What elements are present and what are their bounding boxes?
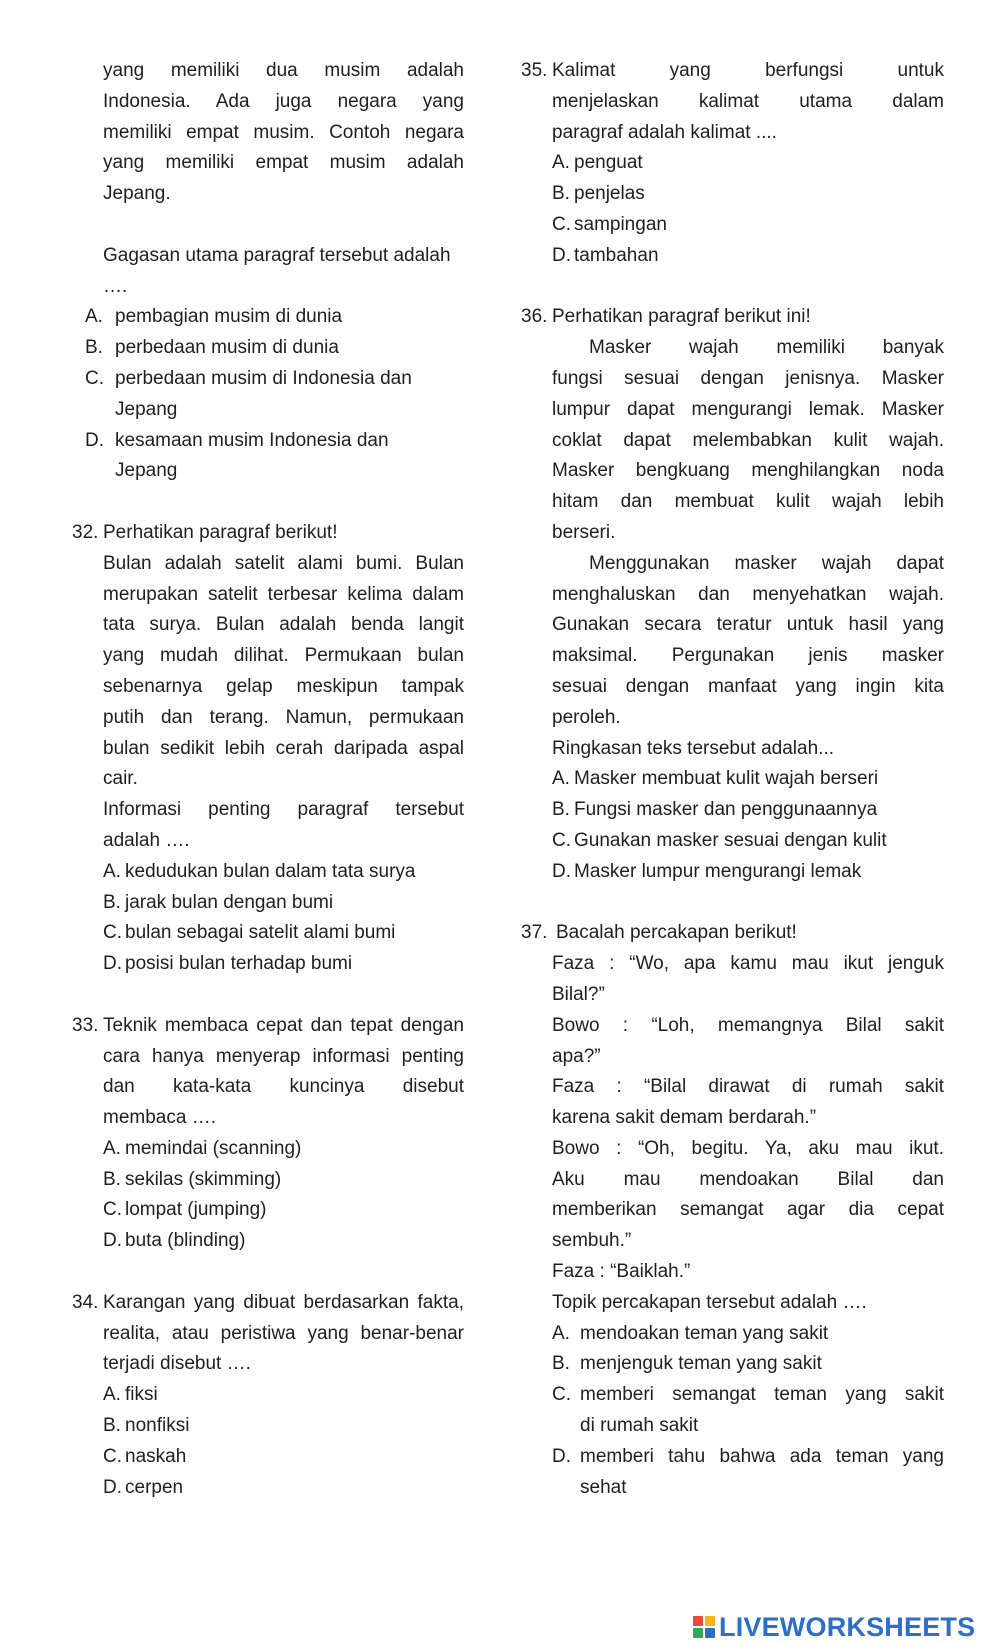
stem-line: Gagasan utama paragraf tersebut adalah bbox=[103, 244, 451, 266]
dialogue-bowo-2 bbox=[552, 1134, 944, 1257]
liveworksheets-logo-icon bbox=[693, 1616, 715, 1638]
option-c[interactable] bbox=[103, 918, 464, 949]
option-b[interactable] bbox=[552, 795, 944, 826]
question-line: adalah …. bbox=[103, 829, 190, 851]
option-letter: C. bbox=[103, 1445, 122, 1467]
brand-name: LIVEWORKSHEETS bbox=[719, 1611, 976, 1642]
option-letter: C. bbox=[103, 922, 122, 944]
option-text: memberi tahu bahwa ada teman yang bbox=[580, 1445, 944, 1467]
passage-line: yang memiliki dua musim adalah bbox=[103, 60, 464, 81]
option-text: memberi semangat teman yang sakit bbox=[580, 1384, 944, 1406]
dialogue-line: Faza : “Wo, apa kamu mau ikut jenguk bbox=[552, 953, 944, 975]
question-line: Informasi penting paragraf tersebut bbox=[103, 799, 464, 821]
passage-line: sesuai dengan manfaat yang ingin kita bbox=[552, 675, 944, 697]
dialogue-line: sembuh.” bbox=[552, 1230, 632, 1252]
option-text: mendoakan teman yang sakit bbox=[580, 1322, 829, 1344]
dialogue-line: Aku mau mendoakan Bilal dan bbox=[552, 1168, 944, 1190]
dialogue-faza-3 bbox=[552, 1257, 944, 1288]
left-column bbox=[72, 56, 464, 1503]
dialogue-line: apa?” bbox=[552, 1045, 601, 1067]
option-text: buta (blinding) bbox=[125, 1230, 246, 1252]
passage-line: tata surya. Bulan adalah benda langit bbox=[103, 614, 464, 636]
option-letter: C. bbox=[552, 1384, 571, 1406]
passage-line: yang memiliki empat musim adalah bbox=[103, 152, 464, 174]
passage-line: bulan sedikit lebih cerah daripada aspal bbox=[103, 737, 464, 759]
option-c[interactable] bbox=[103, 1442, 464, 1473]
option-text: sekilas (skimming) bbox=[125, 1168, 282, 1190]
option-c[interactable] bbox=[552, 210, 944, 241]
dialogue-line: Faza : “Baiklah.” bbox=[552, 1261, 691, 1283]
passage-line: Menggunakan masker wajah dapat bbox=[589, 552, 944, 574]
option-a[interactable] bbox=[103, 1380, 464, 1411]
option-letter: A. bbox=[85, 306, 103, 328]
option-letter: B. bbox=[552, 183, 570, 205]
option-a[interactable] bbox=[85, 302, 464, 333]
passage-line: yang mudah dilihat. Permukaan bulan bbox=[103, 645, 464, 667]
option-letter: D. bbox=[85, 429, 104, 451]
right-column bbox=[521, 56, 944, 1503]
option-d[interactable] bbox=[85, 426, 464, 488]
passage-line: merupakan satelit terbesar kelima dalam bbox=[103, 583, 464, 605]
stem-line: …. bbox=[103, 275, 128, 297]
passage-line: Jepang. bbox=[103, 183, 171, 205]
option-letter: A. bbox=[103, 860, 121, 882]
option-text: nonfiksi bbox=[125, 1415, 190, 1437]
logo-square-blue bbox=[705, 1628, 715, 1638]
option-letter: D. bbox=[552, 860, 571, 882]
stem-line: paragraf adalah kalimat .... bbox=[552, 121, 777, 143]
option-text: fiksi bbox=[125, 1384, 158, 1406]
option-letter: B. bbox=[103, 1168, 121, 1190]
option-b[interactable] bbox=[103, 1411, 464, 1442]
question-title: Perhatikan paragraf berikut ini! bbox=[552, 306, 811, 328]
option-text: kesamaan musim Indonesia dan bbox=[115, 429, 389, 451]
option-b[interactable] bbox=[552, 179, 944, 210]
passage-line: hitam dan membuat kulit wajah lebih bbox=[552, 491, 944, 513]
passage-line: cair. bbox=[103, 768, 138, 790]
stem-line: cara hanya menyerap informasi penting bbox=[103, 1045, 464, 1067]
dialogue-line: Faza : “Bilal dirawat di rumah sakit bbox=[552, 1076, 944, 1098]
option-letter: C. bbox=[552, 213, 571, 235]
option-text: tambahan bbox=[574, 244, 659, 266]
option-text: pembagian musim di dunia bbox=[115, 306, 343, 328]
option-c[interactable] bbox=[103, 1195, 464, 1226]
question-37 bbox=[521, 918, 944, 1503]
option-letter: C. bbox=[103, 1199, 122, 1221]
option-d[interactable] bbox=[103, 1226, 464, 1257]
passage-line: berseri. bbox=[552, 521, 616, 543]
option-letter: D. bbox=[552, 1445, 571, 1467]
question-34 bbox=[72, 1288, 464, 1504]
question-number: 34. bbox=[72, 1291, 99, 1313]
option-text: posisi bulan terhadap bumi bbox=[125, 953, 353, 975]
option-text: Masker lumpur mengurangi lemak bbox=[574, 860, 862, 882]
question-32 bbox=[72, 518, 464, 980]
option-text: penguat bbox=[574, 152, 643, 174]
option-text: bulan sebagai satelit alami bumi bbox=[125, 922, 396, 944]
option-letter: D. bbox=[552, 244, 571, 266]
option-text: sampingan bbox=[574, 213, 667, 235]
option-letter: A. bbox=[552, 768, 570, 790]
dialogue-line: Bowo : “Loh, memangnya Bilal sakit bbox=[552, 1014, 944, 1036]
option-b[interactable] bbox=[552, 1349, 944, 1380]
option-letter: D. bbox=[103, 953, 122, 975]
q31-passage-continued bbox=[72, 56, 464, 210]
stem-line: Teknik membaca cepat dan tepat dengan bbox=[103, 1014, 464, 1036]
option-text: di rumah sakit bbox=[580, 1415, 699, 1437]
logo-square-green bbox=[693, 1628, 703, 1638]
passage-line: memiliki empat musim. Contoh negara bbox=[103, 121, 464, 143]
option-letter: A. bbox=[103, 1137, 121, 1159]
dialogue-line: Bilal?” bbox=[552, 983, 605, 1005]
option-letter: B. bbox=[85, 337, 103, 359]
option-a[interactable] bbox=[103, 1134, 464, 1165]
passage-line: Gunakan secara teratur untuk hasil yang bbox=[552, 614, 944, 636]
option-c[interactable] bbox=[552, 826, 944, 857]
option-text: lompat (jumping) bbox=[125, 1199, 267, 1221]
option-letter: A. bbox=[552, 152, 570, 174]
option-letter: B. bbox=[552, 1353, 570, 1375]
stem-line: Kalimat yang berfungsi untuk bbox=[552, 60, 944, 81]
option-text: Jepang bbox=[115, 398, 178, 420]
question-line: Ringkasan teks tersebut adalah... bbox=[552, 737, 835, 759]
logo-square-red bbox=[693, 1616, 703, 1626]
question-line: Topik percakapan tersebut adalah …. bbox=[552, 1291, 867, 1313]
option-a[interactable] bbox=[103, 857, 464, 888]
option-text: Gunakan masker sesuai dengan kulit bbox=[574, 829, 887, 851]
stem-line: membaca …. bbox=[103, 1107, 216, 1129]
passage-line: Indonesia. Ada juga negara yang bbox=[103, 90, 464, 112]
q31-stem bbox=[72, 241, 464, 303]
option-letter: D. bbox=[103, 1230, 122, 1252]
passage-line: sebenarnya gelap meskipun tampak bbox=[103, 675, 464, 697]
option-letter: B. bbox=[552, 799, 570, 821]
option-text: Masker membuat kulit wajah berseri bbox=[574, 768, 879, 790]
passage-line: Bulan adalah satelit alami bumi. Bulan bbox=[103, 552, 464, 574]
option-letter: D. bbox=[103, 1476, 122, 1498]
option-b[interactable] bbox=[103, 888, 464, 919]
option-letter: A. bbox=[103, 1384, 121, 1406]
passage-line: coklat dapat melembabkan kulit wajah. bbox=[552, 429, 944, 451]
passage-line: Masker wajah memiliki banyak bbox=[589, 337, 944, 359]
option-d[interactable] bbox=[552, 241, 944, 272]
question-title: Bacalah percakapan berikut! bbox=[556, 922, 797, 944]
logo-square-yellow bbox=[705, 1616, 715, 1626]
stem-line: terjadi disebut …. bbox=[103, 1353, 251, 1375]
q31-options bbox=[72, 302, 464, 487]
question-title: Perhatikan paragraf berikut! bbox=[103, 521, 338, 543]
question-35 bbox=[521, 56, 944, 272]
passage-line: fungsi sesuai dengan jenisnya. Masker bbox=[552, 367, 944, 389]
option-text: kedudukan bulan dalam tata surya bbox=[125, 860, 416, 882]
option-text: sehat bbox=[580, 1476, 627, 1498]
option-text: perbedaan musim di Indonesia dan bbox=[115, 367, 412, 389]
dialogue-line: karena sakit demam berdarah.” bbox=[552, 1107, 817, 1129]
question-36 bbox=[521, 302, 944, 887]
dialogue-bowo-1 bbox=[552, 1011, 944, 1073]
option-a[interactable] bbox=[552, 764, 944, 795]
dialogue-faza-2 bbox=[552, 1072, 944, 1134]
option-a[interactable] bbox=[552, 1319, 944, 1350]
option-d[interactable] bbox=[552, 857, 944, 888]
passage-line: Masker bengkuang menghilangkan noda bbox=[552, 460, 944, 482]
option-text: menjenguk teman yang sakit bbox=[580, 1353, 822, 1375]
dialogue-line: Bowo : “Oh, begitu. Ya, aku mau ikut. bbox=[552, 1137, 944, 1159]
stem-line: Karangan yang dibuat berdasarkan fakta, bbox=[103, 1291, 464, 1313]
option-text: jarak bulan dengan bumi bbox=[125, 891, 334, 913]
question-number: 35. bbox=[521, 60, 548, 81]
passage-line: putih dan terang. Namun, permukaan bbox=[103, 706, 464, 728]
option-text: penjelas bbox=[574, 183, 645, 205]
option-text: naskah bbox=[125, 1445, 187, 1467]
passage-line: lumpur dapat mengurangi lemak. Masker bbox=[552, 398, 944, 420]
option-text: Jepang bbox=[115, 460, 178, 482]
option-text: cerpen bbox=[125, 1476, 184, 1498]
liveworksheets-logo bbox=[693, 1612, 975, 1642]
dialogue-faza-1 bbox=[552, 949, 944, 1011]
question-number: 37. bbox=[521, 922, 548, 944]
stem-line: dan kata-kata kuncinya disebut bbox=[103, 1076, 464, 1098]
passage-line: menghaluskan dan menyehatkan wajah. bbox=[552, 583, 944, 605]
stem-line: realita, atau peristiwa yang benar-benar bbox=[103, 1322, 464, 1344]
option-text: Fungsi masker dan penggunaannya bbox=[574, 799, 878, 821]
question-number: 33. bbox=[72, 1014, 99, 1036]
question-number: 32. bbox=[72, 521, 99, 543]
dialogue-line: memberikan semangat agar dia cepat bbox=[552, 1199, 944, 1221]
passage-line: maksimal. Pergunakan jenis masker bbox=[552, 645, 944, 667]
option-b[interactable] bbox=[103, 1165, 464, 1196]
option-d[interactable] bbox=[552, 1442, 944, 1504]
option-c[interactable] bbox=[552, 1380, 944, 1442]
option-d[interactable] bbox=[103, 949, 464, 980]
option-c[interactable] bbox=[85, 364, 464, 426]
option-letter: B. bbox=[103, 891, 121, 913]
option-text: memindai (scanning) bbox=[125, 1137, 302, 1159]
question-33 bbox=[72, 1011, 464, 1257]
option-letter: C. bbox=[552, 829, 571, 851]
question-number: 36. bbox=[521, 306, 548, 328]
stem-line: menjelaskan kalimat utama dalam bbox=[552, 90, 944, 112]
passage-line: peroleh. bbox=[552, 706, 621, 728]
option-a[interactable] bbox=[552, 148, 944, 179]
option-b[interactable] bbox=[85, 333, 464, 364]
option-letter: C. bbox=[85, 367, 104, 389]
option-letter: B. bbox=[103, 1415, 121, 1437]
option-text: perbedaan musim di dunia bbox=[115, 337, 339, 359]
option-d[interactable] bbox=[103, 1473, 464, 1504]
option-letter: A. bbox=[552, 1322, 570, 1344]
